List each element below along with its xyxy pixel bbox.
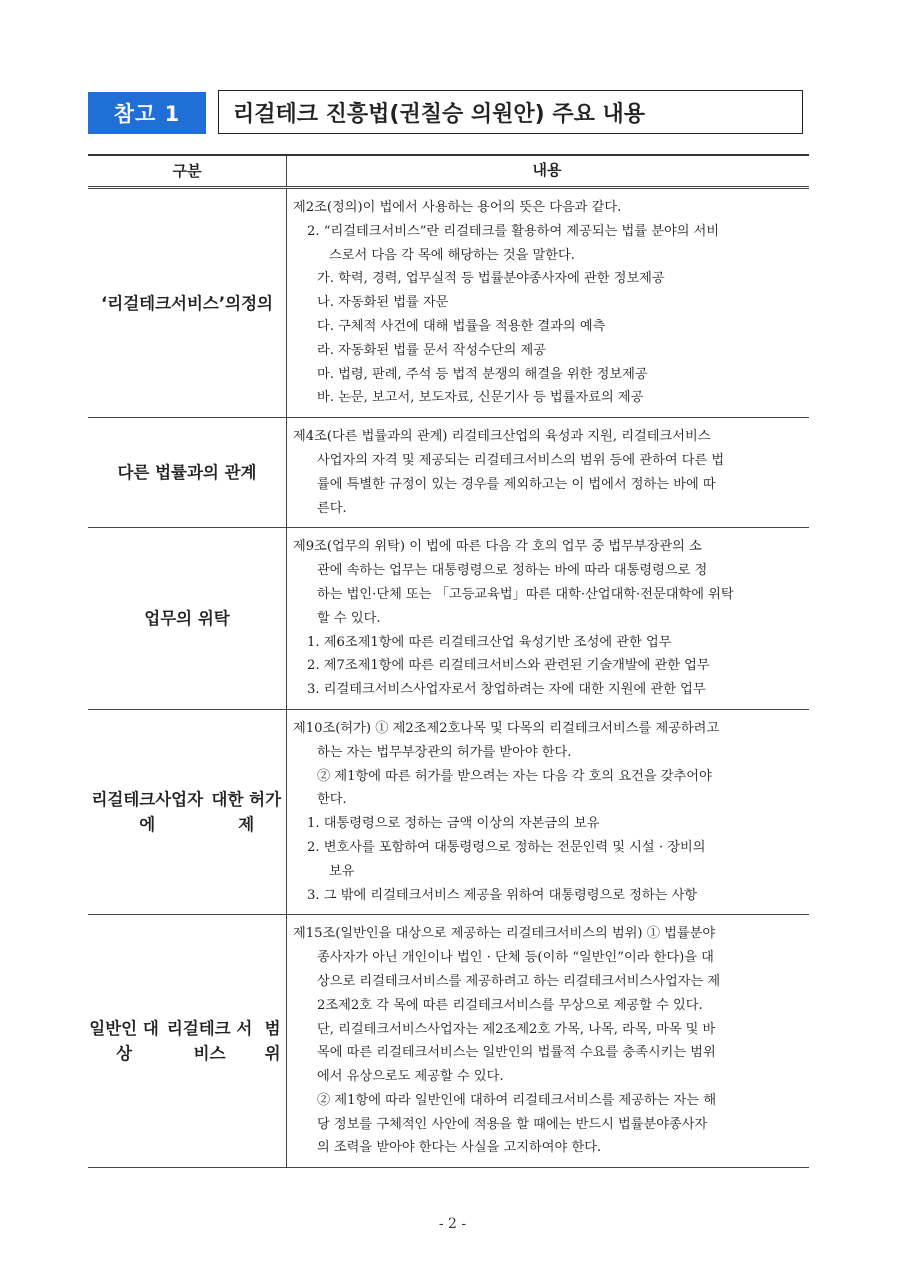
content-line: 마. 법령, 판례, 주석 등 법적 분쟁의 해결을 위한 정보제공: [317, 366, 648, 382]
row-category: [88, 189, 287, 417]
table-row: [88, 710, 809, 915]
page-number: - 2 -: [438, 1216, 467, 1232]
column-header-category: 구분: [88, 156, 287, 186]
content-line: 상으로 리걸테크서비스를 제공하려고 하는 리걸테크서비스사업자는 제: [317, 973, 721, 989]
content-line: 률에 특별한 규정이 있는 경우를 제외하고는 이 법에서 정하는 바에 따: [317, 476, 716, 492]
category-line: 정의: [241, 293, 273, 313]
category-line: ‘리걸테크서비스’의: [101, 293, 242, 313]
content-line: 스로서 다음 각 목에 해당하는 것을 말한다.: [329, 247, 575, 263]
category-line: 대한 허가제: [211, 790, 282, 835]
category-line: 리걸테크 서비스: [166, 1019, 253, 1064]
content-line: 다. 구체적 사건에 대해 법률을 적용한 결과의 예측: [317, 318, 606, 334]
row-content: [287, 418, 809, 527]
document-header: [88, 90, 805, 136]
content-line: 사업자의 자격 및 제공되는 리걸테크서비스의 범위 등에 관하여 다른 법: [317, 452, 725, 468]
content-line: 단, 리걸테크서비스사업자는 제2조제2호 가목, 나목, 라목, 마목 및 바: [317, 1021, 716, 1037]
content-line: 나. 자동화된 법률 자문: [317, 295, 449, 311]
category-line: 리걸테크사업자에: [91, 790, 204, 835]
content-line: 3. 리걸테크서비스사업자로서 창업하려는 자에 대한 지원에 관한 업무: [307, 682, 706, 698]
row-category: [88, 528, 287, 709]
content-line: 제4조(다른 법률과의 관계) 리걸테크산업의 육성과 지원, 리걸테크서비스: [293, 429, 711, 445]
row-category: [88, 418, 287, 527]
content-line: 당 정보를 구체적인 사안에 적용을 할 때에는 반드시 법률분야종사자: [317, 1116, 708, 1132]
table-header-row: [88, 156, 809, 189]
content-line: 2. 변호사를 포함하여 대통령령으로 정하는 전문인력 및 시설 · 장비의: [307, 839, 706, 855]
table-row: [88, 915, 809, 1168]
row-content: [287, 189, 809, 417]
category-line: 업무의 위탁: [144, 609, 230, 629]
content-line: 의 조력을 받아야 한다는 사실을 고지하여야 한다.: [317, 1140, 602, 1156]
content-line: ② 제1항에 따른 허가를 받으려는 자는 다음 각 호의 요건을 갖추어야: [317, 768, 712, 784]
table-row: [88, 189, 809, 418]
row-category: [88, 710, 287, 914]
content-line: 보유: [329, 863, 355, 879]
content-line: 가. 학력, 경력, 업무실적 등 법률분야종사자에 관한 정보제공: [317, 271, 665, 287]
content-line: 관에 속하는 업무는 대통령령으로 정하는 바에 따라 대통령령으로 정: [317, 563, 708, 579]
row-content: [287, 915, 809, 1167]
content-line: 제9조(업무의 위탁) 이 법에 따른 다음 각 호의 업무 중 법무부장관의 소: [293, 539, 702, 555]
content-line: 에서 유상으로도 제공할 수 있다.: [317, 1069, 504, 1085]
content-line: 2. “리걸테크서비스”란 리걸테크를 활용하여 제공되는 법률 분야의 서비: [307, 223, 720, 239]
row-content: [287, 710, 809, 914]
content-line: 2조제2호 각 목에 따른 리걸테크서비스를 무상으로 제공할 수 있다.: [317, 997, 703, 1013]
content-line: 제10조(허가) ① 제2조제2호나목 및 다목의 리걸테크서비스를 제공하려고: [293, 720, 720, 736]
content-line: 른다.: [317, 500, 347, 516]
table-row: [88, 418, 809, 528]
table-body: [88, 189, 809, 1168]
content-line: 목에 따른 리걸테크서비스는 일반인의 법률적 수요를 충족시키는 범위: [317, 1045, 716, 1061]
row-content: [287, 528, 809, 709]
content-line: 할 수 있다.: [317, 610, 381, 626]
content-line: 3. 그 밖에 리걸테크서비스 제공을 위하여 대통령령으로 정하는 사항: [307, 887, 698, 903]
content-line: 한다.: [317, 792, 347, 808]
content-line: 종사자가 아닌 개인이나 법인 · 단체 등(이하 “일반인”이라 한다)을 대: [317, 950, 714, 966]
column-header-content: 내용: [532, 161, 562, 180]
content-line: 바. 논문, 보고서, 보도자료, 신문기사 등 법률자료의 제공: [317, 390, 644, 406]
content-line: 제15조(일반인을 대상으로 제공하는 리걸테크서비스의 범위) ① 법률분야: [293, 926, 716, 942]
content-line: ② 제1항에 따라 일반인에 대하여 리걸테크서비스를 제공하는 자는 해: [317, 1092, 717, 1108]
content-line: 1. 대통령령으로 정하는 금액 이상의 자본금의 보유: [307, 816, 600, 832]
content-line: 하는 자는 법무부장관의 허가를 받아야 한다.: [317, 744, 572, 760]
content-table: [88, 154, 809, 1168]
content-line: 라. 자동화된 법률 문서 작성수단의 제공: [317, 342, 546, 358]
content-line: 2. 제7조제1항에 따른 리걸테크서비스와 관련된 기술개발에 관한 업무: [307, 658, 710, 674]
content-line: 1. 제6조제1항에 따른 리걸테크산업 육성기반 조성에 관한 업무: [307, 634, 672, 650]
content-line: 제2조(정의)이 법에서 사용하는 용어의 뜻은 다음과 같다.: [293, 200, 622, 215]
category-line: 일반인 대상: [89, 1019, 159, 1064]
category-line: 다른 법률과의 관계: [117, 463, 257, 483]
table-row: [88, 528, 809, 710]
row-category: [88, 915, 287, 1167]
document-title: 리걸테크 진흥법(권칠승 의원안) 주요 내용: [218, 90, 803, 134]
reference-badge: 참고 1: [88, 92, 206, 134]
content-line: 하는 법인·단체 또는 「고등교육법」따른 대학·산업대학·전문대학에 위탁: [317, 586, 734, 602]
category-line: 범위: [264, 1019, 281, 1064]
